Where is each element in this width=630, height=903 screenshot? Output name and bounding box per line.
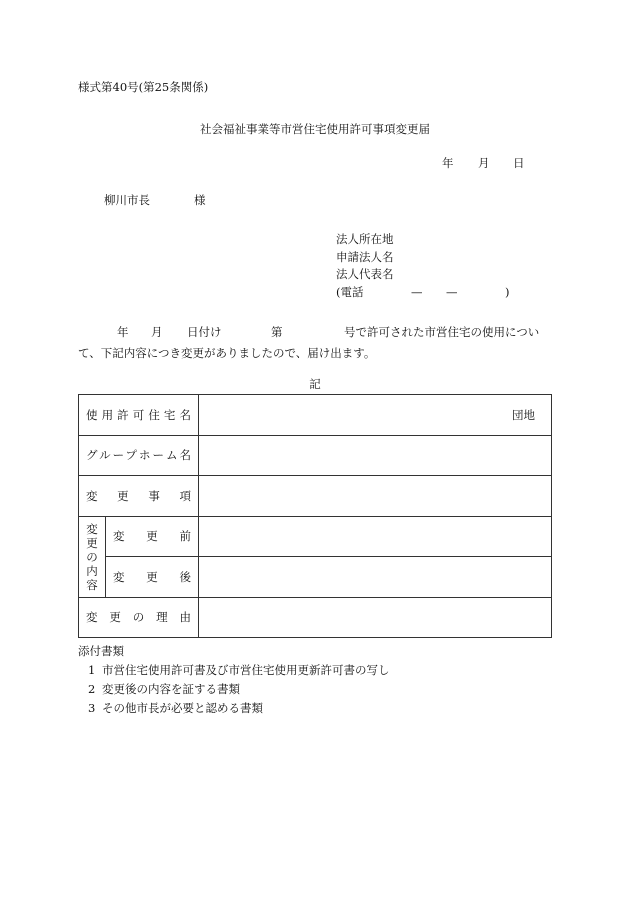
corp-name-label: 申請法人名 — [336, 249, 394, 264]
applicant-block — [336, 231, 536, 301]
row-reason — [79, 597, 552, 638]
reason-field[interactable] — [199, 597, 552, 638]
group-home-field[interactable] — [199, 435, 552, 476]
attachment-item: 1 市営住宅使用許可書及び市営住宅使用更新許可書の写し — [88, 663, 390, 677]
corp-address-label: 法人所在地 — [336, 232, 394, 246]
after-label: 変更後 — [106, 557, 199, 598]
attachments-heading: 添付書類 — [78, 644, 124, 658]
row-group-home — [79, 435, 552, 476]
phone-row — [336, 284, 536, 302]
housing-label: 使用許可住宅名 — [79, 395, 199, 436]
phone-close: ) — [505, 284, 510, 299]
date-day-label: 日 — [513, 156, 525, 170]
body-tail: 号で許可された市営住宅の使用につい — [344, 325, 540, 339]
body-year: 年 — [117, 325, 129, 339]
housing-suffix: 団地 — [512, 407, 535, 422]
body-paragraph — [78, 322, 550, 364]
corp-rep-label: 法人代表名 — [336, 267, 394, 281]
change-form-table — [78, 394, 552, 638]
before-field[interactable] — [199, 516, 552, 557]
addressee-name: 柳川市長 — [104, 193, 150, 207]
phone-dash-1: — — [411, 284, 423, 299]
group-home-label: グループホーム名 — [79, 435, 199, 476]
phone-open: (電話 — [336, 284, 364, 299]
change-content-label: 変 更 の 内 容 — [79, 516, 106, 597]
housing-field[interactable] — [199, 395, 552, 436]
body-line-2: て、下記内容につき変更がありましたので、届け出ます。 — [78, 346, 376, 360]
document-title: 社会福祉事業等市営住宅使用許可事項変更届 — [200, 122, 430, 136]
before-label: 変更前 — [106, 516, 199, 557]
body-month: 月 — [151, 325, 163, 339]
form-number: 様式第40号(第25条関係) — [78, 80, 209, 94]
reason-label: 変更の理由 — [79, 597, 199, 638]
attachment-item: 2 変更後の内容を証する書類 — [88, 682, 240, 696]
row-change-item — [79, 476, 552, 517]
row-housing — [79, 395, 552, 436]
body-line-1 — [78, 322, 550, 343]
change-item-field[interactable] — [199, 476, 552, 517]
body-date-suffix: 日付け — [187, 325, 222, 339]
after-field[interactable] — [199, 557, 552, 598]
date-year-label: 年 — [442, 156, 454, 170]
change-item-label: 変更事項 — [79, 476, 199, 517]
phone-dash-2: — — [446, 284, 458, 299]
addressee-suffix: 様 — [194, 193, 206, 207]
ki-label: 記 — [309, 377, 321, 391]
attachments-section — [78, 642, 390, 718]
date-month-label: 月 — [478, 156, 490, 170]
row-after — [79, 557, 552, 598]
row-before — [79, 516, 552, 557]
attachment-item: 3 その他市長が必要と認める書類 — [88, 701, 263, 715]
body-dai: 第 — [271, 325, 283, 339]
